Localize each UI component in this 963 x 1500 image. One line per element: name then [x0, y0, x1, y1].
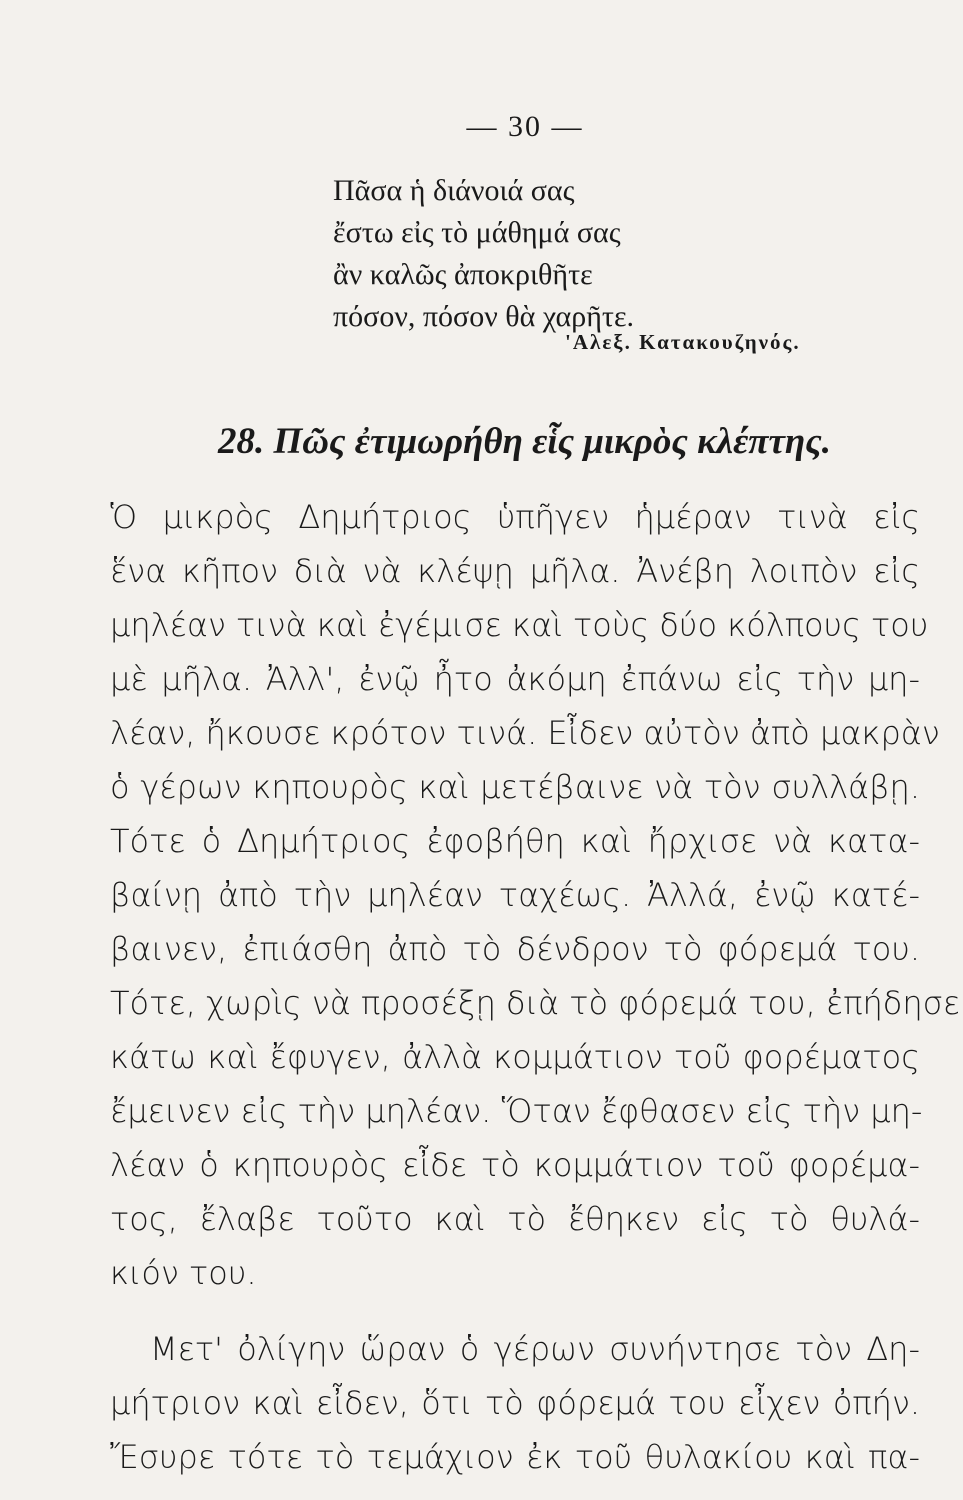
- text-line: βαίνῃ ἀπὸ τὴν μηλέαν ταχέως. Ἀλλά, ἐνῷ κατέ-: [110, 876, 920, 914]
- section-heading: 28. Πῶς ἐτιμωρήθη εἷς μικρὸς κλέπτης.: [218, 421, 831, 462]
- text-line: βαινεν, ἐπιάσθη ἀπὸ τὸ δένδρον τὸ φόρεμά του.: [110, 930, 920, 968]
- text-line: κάτω καὶ ἔφυγεν, ἀλλὰ κομμάτιον τοῦ φορέματος: [110, 1038, 920, 1076]
- paragraph-1: [110, 490, 961, 1300]
- text-line: μηλέαν τινὰ καὶ ἐγέμισε καὶ τοὺς δύο κόλπους του: [110, 606, 929, 644]
- poem: [333, 170, 634, 338]
- paragraph-2: [110, 1322, 920, 1484]
- poem-line: Πᾶσα ἡ διάνοιά σας: [333, 174, 575, 207]
- text-line: Ἔσυρε τότε τὸ τεμάχιον ἐκ τοῦ θυλακίου καὶ πα-: [110, 1438, 920, 1476]
- text-line: μήτριον καὶ εἶδεν, ὅτι τὸ φόρεμά του εἶχεν ὀπήν.: [110, 1384, 920, 1422]
- poem-line: ἔστω εἰς τὸ μάθημά σας: [333, 216, 621, 249]
- text-line: Τότε, χωρὶς νὰ προσέξῃ διὰ τὸ φόρεμά του, ἐπήδησε: [110, 984, 961, 1022]
- text-line: κιόν του.: [110, 1254, 257, 1292]
- text-line: λέαν ὁ κηπουρὸς εἶδε τὸ κομμάτιον τοῦ φορέμα-: [110, 1146, 920, 1184]
- text-line: τος, ἔλαβε τοῦτο καὶ τὸ ἔθηκεν εἰς τὸ θυλά-: [110, 1200, 920, 1238]
- text-line: ὁ γέρων κηπουρὸς καὶ μετέβαινε νὰ τὸν συλλάβῃ.: [110, 768, 920, 806]
- poem-attribution: 'Αλεξ. Κατακουζηνός.: [565, 330, 801, 354]
- text-line: μὲ μῆλα. Ἀλλ', ἐνῷ ἦτο ἀκόμη ἐπάνω εἰς τὴν μη-: [110, 660, 920, 698]
- text-line: Μετ' ὀλίγην ὥραν ὁ γέρων συνήντησε τὸν Δη-: [150, 1330, 920, 1368]
- story-text: [110, 490, 961, 1484]
- poem-line: πόσον, πόσον θὰ χαρῆτε.: [333, 300, 635, 333]
- text-line: ἔμεινεν εἰς τὴν μηλέαν. Ὅταν ἔφθασεν εἰς τὴν μη-: [110, 1092, 923, 1130]
- text-line: λέαν, ἤκουσε κρότον τινά. Εἶδεν αὐτὸν ἀπὸ μακρὰν: [110, 714, 940, 752]
- text-line: Τότε ὁ Δημήτριος ἐφοβήθη καὶ ἤρχισε νὰ κατα-: [110, 822, 920, 860]
- poem-line: ἂν καλῶς ἀποκριθῆτε: [333, 258, 593, 291]
- text-line: Ὁ μικρὸς Δημήτριος ὑπῆγεν ἡμέραν τινὰ εἰς: [110, 498, 920, 536]
- page-number: — 30 —: [466, 110, 584, 143]
- text-line: ἕνα κῆπον διὰ νὰ κλέψῃ μῆλα. Ἀνέβη λοιπὸν εἰς: [110, 552, 920, 590]
